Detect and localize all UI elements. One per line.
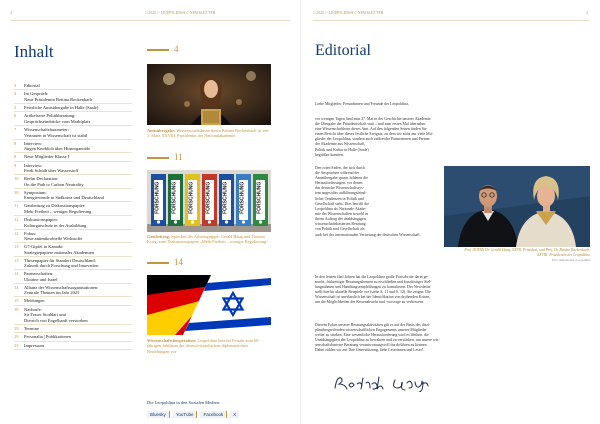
text-line: Den roten Faden, der sich durch bbox=[315, 166, 365, 170]
toc-page-number: 15 bbox=[14, 298, 19, 304]
text-line: von Politik und Gesellschaft als bbox=[315, 227, 365, 232]
page-number: 3 bbox=[586, 11, 588, 15]
toc-page-number: 5 bbox=[14, 104, 17, 110]
text-line: um die Möglichkeiten der Krisenabwehr und -vorsorge zu verbessern. bbox=[315, 300, 424, 305]
toc-entry-title: Diskussionspapier: Kulturgutschutz in der Ausbildung bbox=[24, 216, 87, 228]
caption-gastbeitrag: Gastbeitrag: Sprecher der Arbeitsgruppe, Gerald Haug und Thomas Krieg, zum Diskussionspapier „Mehr Freiheit – weniger Regulierung“ bbox=[147, 234, 268, 245]
amtsuebergabe-photo bbox=[147, 64, 271, 125]
caption-amtsuebergabe: Amtsübergabe: Wissenschaftshistorikerin Bettina Rockenbach ist seit 1. März XXVIII. Präsidentin der Nationalakademie bbox=[147, 128, 269, 139]
binder-spine bbox=[219, 174, 234, 226]
toc-page-number: 19 bbox=[14, 326, 19, 332]
text-line: Leopoldina als Nationale Akade- bbox=[315, 206, 367, 211]
text-line: wissenschaftsbasierten Beratung bbox=[315, 222, 366, 227]
header-rule bbox=[10, 20, 290, 21]
text-line: Gesellschaft steht. Dies betrifft die bbox=[315, 201, 370, 206]
text-line: ihrem Auftrag der unabhängigen bbox=[315, 216, 366, 221]
text-line: weiter zu stärken. Eine wesentliche Herausforderung wird es bleiben, die bbox=[315, 333, 429, 338]
flags-photo bbox=[147, 275, 271, 335]
toc-entry-title: Termine bbox=[24, 326, 39, 332]
binder-spine bbox=[151, 174, 166, 226]
photo-caption: Prof. (ETHZ) Dr. Gerald Haug, XXVII. Präsident, und Prof. Dr. Bettina Rockenbach, XXVIII. Präsidentin der Leopoldina bbox=[464, 248, 590, 257]
binder-spine bbox=[253, 174, 268, 226]
toc-entry-title: Allianz der Wissenschaftsorganisationen: Zentrale Themen im Jahr 2025 bbox=[24, 284, 99, 296]
toc-page-number: 13 bbox=[14, 244, 19, 250]
svg-text:FORSCHUNG: FORSCHUNG bbox=[154, 181, 161, 214]
binder-spine bbox=[236, 174, 251, 226]
toc-item[interactable] bbox=[14, 342, 132, 350]
text-line: plinübergreifenden wissenschaftlichen Engagements unserer Mitglieder bbox=[315, 328, 427, 333]
text-line: eine Wissenschaftlerin dieses Amt. Auf den folgenden Seiten finden Sie bbox=[315, 127, 427, 132]
toc-entry-title: Partnerschaften: Ukraine und Israel bbox=[24, 271, 58, 282]
text-line: Dabei zählen wir auf Ihre Unterstützung, liebe Leserinnen und Leser! bbox=[315, 348, 424, 353]
toc-page-number: 12 bbox=[14, 216, 19, 222]
toc-item[interactable] bbox=[14, 333, 132, 341]
header-rule bbox=[313, 20, 589, 21]
toc-item[interactable] bbox=[14, 82, 132, 90]
toc-item[interactable] bbox=[14, 175, 132, 189]
editorial-title: Editorial bbox=[315, 42, 371, 59]
toc-entry-title: Interview: Jürgen Knoblich über Hirnorganoide bbox=[24, 140, 91, 152]
toc-page-number: 23 bbox=[14, 342, 19, 348]
feature-page-number: 11 bbox=[147, 152, 183, 162]
toc-item[interactable] bbox=[14, 90, 132, 104]
binder-spine bbox=[185, 174, 200, 226]
editorial-greeting: Liebe Mitglieder, Freundinnen und Freunde der Leopoldina, bbox=[315, 102, 409, 106]
toc-page-number: 9 bbox=[14, 162, 17, 168]
text-line: macht, frühzeitiger Beratungsthemen zu erschließen und kurzfristiger Stel- bbox=[315, 280, 432, 285]
text-line: tem angesichts aufklärungsfeind- bbox=[315, 191, 367, 196]
editorial-paragraph-1 bbox=[315, 117, 589, 158]
svg-text:FORSCHUNG: FORSCHUNG bbox=[256, 181, 263, 214]
photo-credit: Foto: Anna Kolata | Leopoldina bbox=[552, 258, 590, 262]
toc-item[interactable] bbox=[14, 140, 132, 154]
toc-page-number: 12 bbox=[14, 230, 19, 236]
caption-wissenschaftskooperation: Wissenschaftskooperation: Leopoldina bereitet Festakt zum 60-jährigen Jubiläum der deutsch-israelischen diplomatischen Beziehungen vor bbox=[147, 338, 260, 354]
toc-entry-title: Gastbeitrag zu Diskussionspapier: Mehr Freiheit – weniger Regulierung bbox=[24, 203, 92, 214]
text-line: die Übergabe der Präsidentschaft statt – und zum ersten Mal übernahm bbox=[315, 122, 426, 127]
toc-entry-title: G7-Gipfel in Kanada: Strategiepapiere nationaler Akademien bbox=[24, 244, 94, 255]
editorial-paragraph-3 bbox=[315, 275, 589, 306]
toc-entry-title: Personalia | Publikationen bbox=[24, 334, 71, 340]
toc-entry-title: Wissenschaftsbarometer: Vertrauen in Wissenschaft ist stabil bbox=[24, 126, 88, 138]
toc-entry-title: Berlin Declaration: On the Path to Carbon Neutrality bbox=[24, 176, 84, 187]
toc-item[interactable] bbox=[14, 257, 132, 271]
running-head: 1/2025 // LEOPOLDINA // NEWSLETTER bbox=[145, 11, 216, 15]
text-line: mie der Wissenschaften sowohl in bbox=[315, 211, 369, 216]
toc-page-number: 10 bbox=[14, 189, 19, 195]
toc-item[interactable] bbox=[14, 284, 132, 298]
toc-entry-title: Meldungen bbox=[24, 298, 45, 304]
toc-page-number: 14 bbox=[14, 271, 19, 277]
toc-item[interactable] bbox=[14, 112, 132, 126]
table-of-contents bbox=[14, 82, 132, 350]
editorial-paragraph-4 bbox=[315, 323, 589, 354]
social-links bbox=[147, 411, 239, 418]
social-media-title: Die Leopoldina in den Sozialen Medien: bbox=[147, 400, 221, 405]
binder-spine bbox=[202, 174, 217, 226]
toc-page-number: 8 bbox=[14, 154, 17, 160]
social-link-facebook[interactable]: Facebook bbox=[200, 411, 227, 418]
text-line: In den letzten fünf Jahren hat die Leopoldina große Fortschritte darin ge- bbox=[315, 275, 429, 279]
toc-page-number: 6 bbox=[14, 113, 17, 119]
text-line: Politik und Kultur in Halle (Saale) bbox=[315, 147, 369, 152]
running-head: 1/2025 // LEOPOLDINA // NEWSLETTER bbox=[313, 11, 384, 15]
toc-item[interactable] bbox=[14, 189, 132, 203]
feature-page-number: 14 bbox=[147, 257, 183, 267]
toc-entry-title: Neue Mitglieder Klasse I bbox=[24, 154, 70, 160]
toc-page-number: 7 bbox=[14, 126, 17, 132]
social-link-youtube[interactable]: YouTube bbox=[173, 411, 198, 418]
svg-text:FORSCHUNG: FORSCHUNG bbox=[222, 181, 229, 214]
toc-page-number: 3 bbox=[14, 83, 17, 88]
right-page bbox=[300, 0, 600, 424]
svg-text:FORSCHUNG: FORSCHUNG bbox=[171, 181, 178, 214]
toc-item[interactable] bbox=[14, 162, 132, 176]
text-line: Diesem Fokus unserer Beratungsaktivitäten gilt es auf der Basis des diszi- bbox=[315, 323, 431, 327]
toc-page-number: 11 bbox=[14, 203, 19, 209]
text-line: vor wenigen Tagen fand zum 27. Mai in der Geschichte unserer Akademie bbox=[315, 117, 431, 121]
text-line: der Akademie aus Wissenschaft, bbox=[315, 142, 366, 147]
text-line: Amtsübergabe spann, bildeten die bbox=[315, 176, 368, 181]
svg-text:FORSCHUNG: FORSCHUNG bbox=[239, 181, 246, 214]
text-line: Herausforderungen, vor denen bbox=[315, 181, 363, 186]
toc-page-number: 4 bbox=[14, 91, 17, 97]
toc-page-number: 18 bbox=[14, 306, 19, 312]
text-line: das deutsche Wissenschaftssys- bbox=[315, 186, 365, 191]
toc-entry-title: Interview: Ferdi Schüth über Wasserstoff bbox=[24, 162, 79, 174]
text-line: die Ansprachen während der bbox=[315, 171, 360, 176]
forschung-binders-photo bbox=[147, 170, 271, 232]
text-line: begrüßen konnten. bbox=[315, 152, 344, 157]
toc-entry-title: Nachrufe: Sir Fraser Stoddart und Dietrich von Engelhardt verstorben bbox=[24, 306, 88, 324]
toc-title: Inhalt bbox=[14, 42, 54, 61]
toc-entry-title: Symposium: Energiewende in Südkorea und Deutschland bbox=[24, 189, 104, 201]
toc-item[interactable] bbox=[14, 243, 132, 257]
toc-entry-title: Impressum bbox=[24, 342, 44, 348]
toc-item[interactable] bbox=[14, 297, 132, 305]
toc-page-number: 13 bbox=[14, 257, 19, 263]
editorial-paragraph-2 bbox=[315, 166, 443, 232]
toc-page-number: 8 bbox=[14, 140, 17, 146]
presidents-photo bbox=[444, 166, 590, 247]
toc-item[interactable] bbox=[14, 230, 132, 244]
social-link-bluesky[interactable]: Bluesky bbox=[147, 411, 170, 418]
page-number: 4 bbox=[10, 11, 12, 15]
toc-entry-title: Fokus: Neue antimikrobielle Wirkstoffe bbox=[24, 230, 83, 242]
toc-page-number: 19 bbox=[14, 334, 19, 340]
toc-entry-title: Editorial bbox=[24, 83, 40, 88]
svg-text:FORSCHUNG: FORSCHUNG bbox=[205, 181, 212, 214]
text-line: senschaftsbasierte Beratung verantwortungsvoll durchführen zu können. bbox=[315, 343, 428, 348]
toc-entry-title: Feierliche Amtsübergabe in Halle (Saale) bbox=[24, 104, 99, 110]
feature-page-number: 4 bbox=[147, 44, 179, 54]
text-line: stellt hierfür aktuelle Beispiele vor (siehe S. 11 und S. 12). Sie zeigen: Die bbox=[315, 290, 431, 295]
toc-item[interactable] bbox=[14, 306, 132, 325]
signature-rockenbach bbox=[333, 374, 385, 392]
text-line: lungnahmen und Handlungsempfehlungen zu formulieren. Der Newsletter bbox=[315, 285, 431, 290]
signature-haug bbox=[391, 374, 431, 392]
text-line: Unabhängigkeit der Leopoldina zu bewahren und zu verstärken, um unsere wis- bbox=[315, 338, 440, 343]
toc-item[interactable] bbox=[14, 270, 132, 284]
toc-page-number: 10 bbox=[14, 176, 19, 182]
toc-item[interactable] bbox=[14, 126, 132, 140]
text-line: einen Bericht über dieses festliche Ereignis, zu dem wir nicht nur viele Mit- bbox=[315, 132, 434, 137]
toc-entry-title: Thesenpapier für Standort Deutschland: Zukunft durch Forschung und Innovation bbox=[24, 257, 99, 269]
svg-text:FORSCHUNG: FORSCHUNG bbox=[188, 181, 195, 214]
toc-item[interactable] bbox=[14, 202, 132, 216]
text-line: Wissenschaft ist unerlässlich bei der Identifikation von drohenden Krisen, bbox=[315, 295, 431, 300]
toc-item[interactable] bbox=[14, 325, 132, 333]
text-line: glieder der Leopoldina, sondern auch zahlreiche Partnerinnen und Partner bbox=[315, 137, 430, 142]
toc-entry-title: Artikelserie Politikberatung: Gesprächseindrücke vom Marktplatz bbox=[24, 113, 91, 124]
editorial-paragraph-2-end: auch bei der internationalen Vertretung der deutschen Wissenschaft. bbox=[315, 233, 421, 237]
text-line: licher Tendenzen in Politik und bbox=[315, 196, 364, 201]
binder-spine bbox=[168, 174, 183, 226]
toc-page-number: 14 bbox=[14, 284, 19, 290]
toc-item[interactable] bbox=[14, 216, 132, 230]
social-link-x[interactable]: X bbox=[230, 411, 239, 418]
toc-item[interactable] bbox=[14, 104, 132, 112]
toc-entry-title: Im Gespräch: Neue Präsidentin Bettina Rockenbach bbox=[24, 91, 93, 102]
toc-item[interactable] bbox=[14, 153, 132, 161]
